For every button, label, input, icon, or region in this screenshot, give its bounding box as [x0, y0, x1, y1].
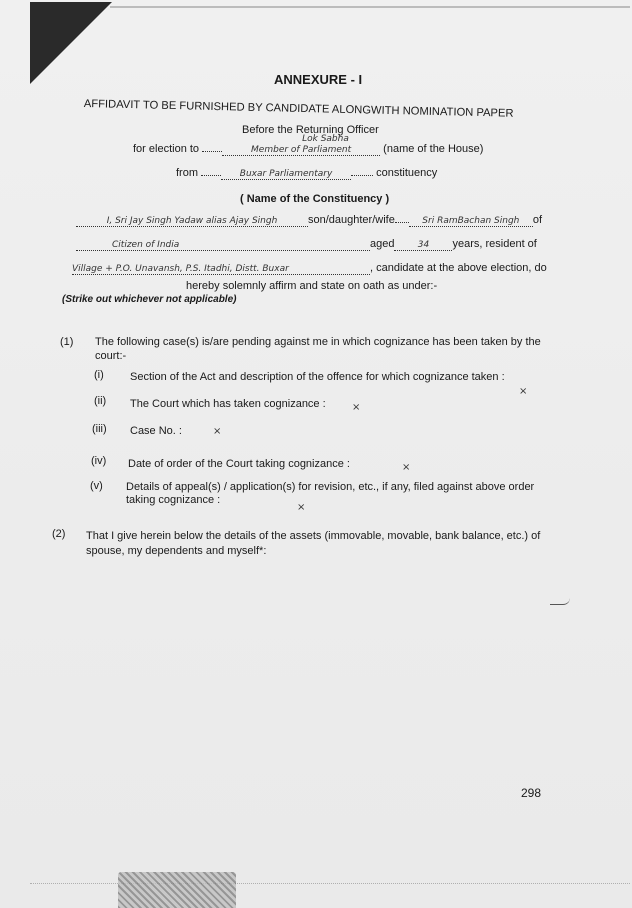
strike-mark: × [402, 462, 411, 473]
candidate-name-value: I, Sri Jay Singh Yadaw alias Ajay Singh [76, 216, 308, 227]
of-label: of [532, 214, 543, 226]
section2-text-line2: spouse, my dependents and myself*: [86, 545, 267, 557]
page-number: 298 [521, 786, 542, 800]
section1-item-text: Section of the Act and description of the offence for which cognizance taken : [130, 371, 505, 383]
section1-item-number: (i) [94, 369, 104, 381]
strike-note: (Strike out whichever not applicable) [62, 294, 237, 305]
dotted-fill [202, 151, 222, 152]
relation-label: son/daughter/wife [308, 214, 395, 226]
section1-item-text: The Court which has taken cognizance : [130, 398, 326, 410]
strike-mark: × [352, 402, 361, 413]
parent-value: Sri RamBachan Singh [409, 216, 533, 227]
dotted-fill [395, 222, 409, 223]
section1-item-text: Details of appeal(s) / application(s) for revision, etc., if any, filed against above order [126, 481, 535, 493]
dotted-fill [201, 175, 221, 176]
stamp-image [118, 872, 236, 908]
section1-item-number: (iii) [92, 423, 107, 435]
affidavit-subtitle: AFFIDAVIT TO BE FURNISHED BY CANDIDATE ALONGWITH NOMINATION PAPER [83, 98, 514, 120]
house-value-top: Lok Sabha [302, 134, 349, 144]
constituency-caption: ( Name of the Constituency ) [240, 193, 390, 205]
constituency-suffix: constituency [376, 167, 438, 179]
section2-number: (2) [52, 528, 66, 540]
returning-officer-line: Before the Returning Officer [242, 124, 379, 136]
house-suffix: (name of the House) [383, 143, 484, 155]
candidate-name-line [76, 214, 542, 227]
candidate-suffix: , candidate at the above election, do [370, 262, 547, 274]
section1-item-text: Case No. : [130, 425, 182, 437]
top-edge-line [110, 6, 630, 8]
constituency-value: Buxar Parliamentary [221, 169, 351, 180]
from-label: from [176, 167, 198, 179]
address-line [72, 262, 547, 275]
folded-corner [30, 2, 112, 84]
section1-item-number: (ii) [94, 395, 107, 407]
dotted-fill [351, 175, 373, 176]
section1-number: (1) [60, 336, 74, 348]
house-value: Lok Sabha Member of Parliament [222, 145, 380, 156]
strike-mark: × [297, 502, 306, 513]
aged-label: aged [370, 238, 395, 250]
from-line [176, 167, 437, 180]
section2-text-line1: That I give herein below the details of the assets (immovable, movable, bank balance, etc.) of [86, 530, 541, 542]
section1-item-text: Date of order of the Court taking cognizance : [128, 458, 350, 470]
for-election-label: for election to [133, 143, 200, 155]
section1-item-number: (iv) [91, 455, 107, 467]
pen-mark [550, 598, 570, 605]
citizen-line [76, 238, 537, 251]
section1-text-line2: court:- [95, 350, 127, 362]
election-line [133, 134, 484, 156]
years-label: years, resident of [452, 238, 537, 250]
section1-item-number: (v) [90, 480, 103, 492]
address-value: Village + P.O. Unavansh, P.S. Itadhi, Distt. Buxar [72, 264, 370, 275]
strike-mark: × [519, 386, 528, 397]
strike-mark: × [213, 426, 222, 437]
annexure-title: ANNEXURE - I [274, 72, 363, 87]
oath-line: hereby solemnly affirm and state on oath as under:- [186, 280, 438, 292]
citizen-value: Citizen of India [76, 240, 370, 251]
age-value: 34 [394, 240, 452, 251]
section1-item-text-continued: taking cognizance : [126, 494, 221, 506]
section1-text-line1: The following case(s) is/are pending against me in which cognizance has been taken by the [95, 336, 541, 348]
